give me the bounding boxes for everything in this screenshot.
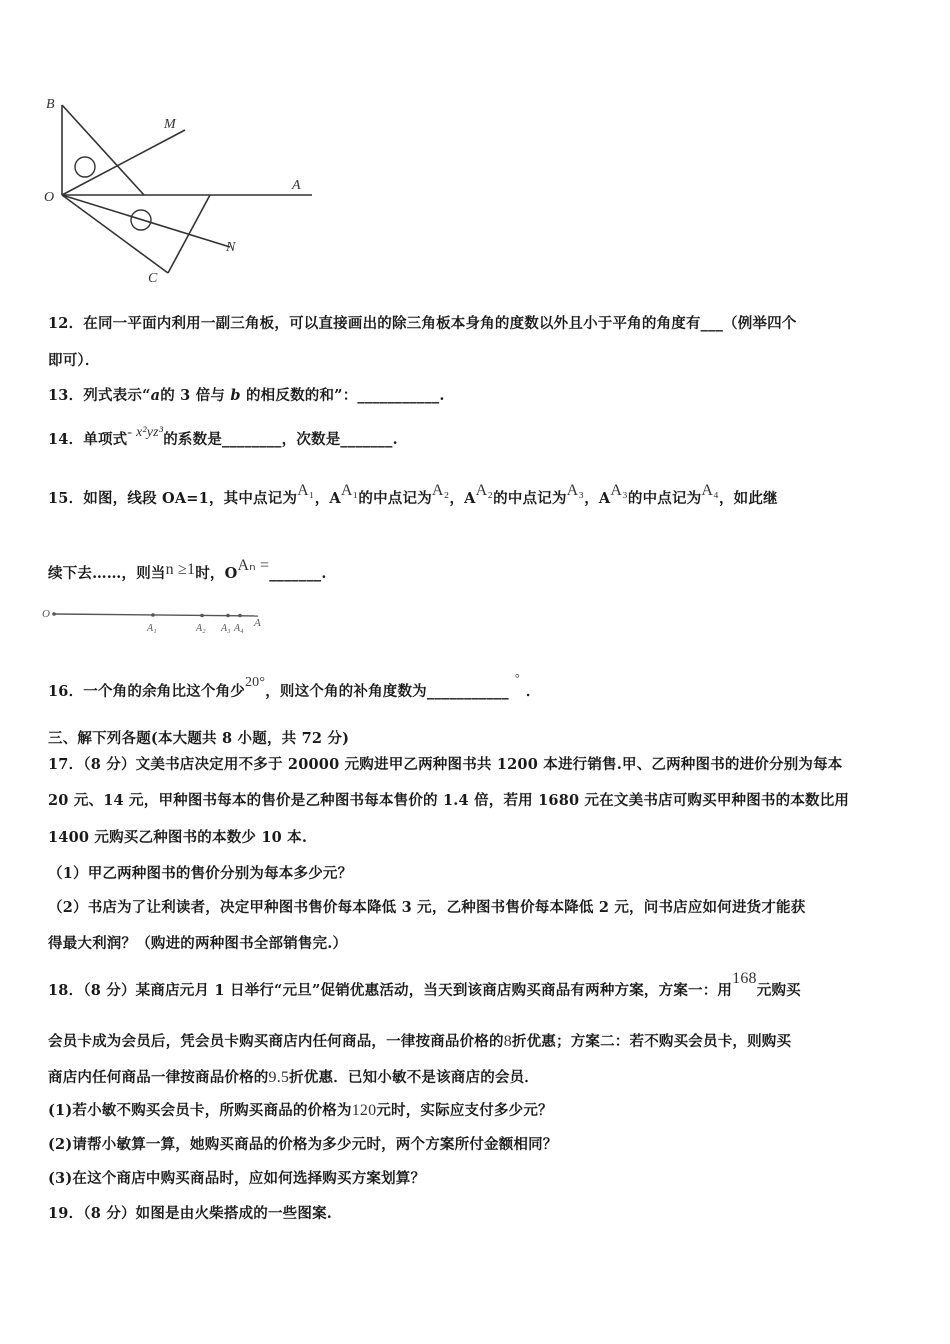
- q15-sep-7: ，如此继: [718, 490, 778, 507]
- q18-line3-post: 折优惠．已知小敏不是该商店的会员．: [289, 1069, 540, 1086]
- q18-value-168: 168: [732, 970, 757, 987]
- q18-p1-pre: (1)若小敏不购买会员卡，所购买商品的价格为: [48, 1102, 352, 1119]
- question-18-line-1: [48, 970, 801, 1000]
- q15-sep-1: ，A: [314, 490, 341, 507]
- q15-a4: A₄: [701, 482, 719, 499]
- question-18-line-2: [48, 1030, 791, 1051]
- label-a: A: [292, 178, 301, 193]
- question-14: [48, 425, 398, 449]
- q15-a3: A₃: [566, 482, 585, 499]
- point-o: [52, 612, 56, 616]
- q15-sep-6: 的中点记为: [627, 490, 702, 507]
- question-15-line-2: [48, 557, 327, 583]
- circle-upper: [75, 157, 95, 177]
- ray-om: [62, 130, 185, 195]
- q15-line2-mid: 时，O: [195, 565, 238, 582]
- label-m: M: [164, 117, 176, 132]
- q15-a1: A₁: [297, 482, 315, 499]
- seg-label-a: A: [254, 617, 261, 629]
- segment-b-hyp: [62, 105, 144, 195]
- q18-value-8: 8: [503, 1033, 512, 1050]
- segment-c-edge: [168, 195, 210, 273]
- label-c: C: [148, 271, 158, 286]
- seg-label-o: O: [42, 608, 50, 620]
- q14-text-post: 的系数是________，次数是_______.: [163, 431, 398, 448]
- q15-text-pre: 15．如图，线段 OA=1，其中点记为: [48, 490, 298, 507]
- question-18-part-2: (2)请帮小敏算一算，她购买商品的价格为多少元时，两个方案所付金额相同？: [48, 1136, 558, 1153]
- q15-a2: A₂: [431, 482, 450, 499]
- q15-sep-5: ，A: [584, 490, 611, 507]
- q16-degree: 20°: [244, 675, 266, 690]
- question-13: [48, 384, 445, 405]
- label-n: N: [226, 240, 236, 255]
- question-17-part-2-line-1: （2）书店为了让利读者，决定甲种图书售价每本降低 3 元，乙种图书售价每本降低 2 元，问书店应如何进货才能获: [48, 899, 806, 916]
- q13-text-mid: 的 3 倍与: [160, 387, 226, 404]
- q15-an: Aₙ =: [237, 557, 270, 574]
- ray-on: [62, 195, 230, 247]
- question-16: [48, 671, 541, 701]
- question-18-part-3: (3)在这个商店中购买商品时，应如何选择购买方案划算？: [48, 1170, 426, 1187]
- point-a4: [238, 614, 242, 618]
- q18-value-9-5: 9.5: [268, 1069, 290, 1086]
- q16-degree-sign: °: [514, 671, 520, 685]
- segment-oc: [62, 195, 168, 273]
- q14-text-pre: 14．单项式: [48, 431, 128, 448]
- q18-line1-post: 元购买: [756, 982, 801, 999]
- seg-label-a4: A₄: [234, 623, 244, 634]
- q18-p1-post: 元时，实际应支付多少元？: [376, 1102, 553, 1119]
- q18-line1-pre: 18．（8 分）某商店元月 1 日举行“元旦”促销优惠活动，当天到该商店购买商品有两种方案，方案一：用: [48, 982, 733, 999]
- q15-condition: n ≥1: [165, 561, 196, 578]
- q18-line2-pre: 会员卡成为会员后，凭会员卡购买商店内任何商品，一律按商品价格的: [48, 1033, 504, 1050]
- q16-text-post: ．: [525, 683, 541, 700]
- point-a3: [226, 614, 230, 618]
- question-18-part-1: [48, 1099, 553, 1120]
- q13-var-b: b: [230, 387, 241, 404]
- q18-line3-pre: 商店内任何商品一律按商品价格的: [48, 1069, 269, 1086]
- point-a1: [151, 613, 155, 617]
- seg-label-a3: A₃: [221, 623, 231, 634]
- question-12-line-1: 12．在同一平面内利用一副三角板，可以直接画出的除三角板本身角的度数以外且小于平角的角度有___（例举四个: [48, 315, 797, 332]
- label-b: B: [46, 97, 55, 112]
- q15-a2-b: A₂: [475, 482, 494, 499]
- question-19: 19．（8 分）如图是由火柴搭成的一些图案.: [48, 1205, 333, 1222]
- q15-a3-b: A₃: [610, 482, 628, 499]
- q15-line2-pre: 续下去……，则当: [48, 565, 166, 582]
- angle-figure: [40, 90, 330, 290]
- q16-text-pre: 16．一个角的余角比这个角少: [48, 683, 245, 700]
- q14-monomial: - x²yz³: [127, 425, 164, 440]
- q15-a1-b: A₁: [340, 482, 359, 499]
- question-17-line-1: 17．（8 分）文美书店决定用不多于 20000 元购进甲乙两种图书共 1200 本进行销售.甲、乙两种图书的进价分别为每本: [48, 756, 843, 773]
- q13-var-a: a: [150, 387, 161, 404]
- q18-line2-post: 折优惠；方案二：若不购买会员卡，则购买: [511, 1033, 792, 1050]
- q15-line2-post: _______.: [269, 565, 327, 582]
- section-3-heading: 三、解下列各题(本大题共 8 小题，共 72 分): [48, 730, 350, 747]
- question-18-line-3: [48, 1066, 539, 1087]
- q18-value-120: 120: [351, 1102, 377, 1119]
- point-a2: [200, 614, 204, 618]
- q13-text-post: 的相反数的和”：___________.: [245, 387, 445, 404]
- question-17-line-2: 20 元、14 元，甲种图书每本的售价是乙种图书每本售价的 1.4 倍，若用 1680 元在文美书店可购买甲种图书的本数比用: [48, 792, 850, 809]
- q16-text-mid: ，则这个角的补角度数为___________: [265, 683, 509, 700]
- seg-label-a2: A₂: [196, 623, 206, 634]
- q15-sep-4: 的中点记为: [493, 490, 567, 507]
- q15-sep-3: ，A: [449, 490, 476, 507]
- question-17-part-2-line-2: 得最大利润？（购进的两种图书全部销售完.）: [48, 935, 348, 952]
- question-17-part-1: （1）甲乙两种图书的售价分别为每本多少元？: [48, 865, 353, 882]
- question-17-line-3: 1400 元购买乙种图书的本数少 10 本.: [48, 829, 308, 846]
- question-15-line-1: [48, 482, 778, 508]
- label-o: O: [44, 190, 55, 205]
- segment-figure: [40, 604, 280, 636]
- q15-sep-2: 的中点记为: [358, 490, 432, 507]
- seg-label-a1: A₁: [147, 623, 157, 634]
- q13-text-pre: 13．列式表示“: [48, 387, 151, 404]
- question-12-line-2: 即可）．: [48, 352, 100, 369]
